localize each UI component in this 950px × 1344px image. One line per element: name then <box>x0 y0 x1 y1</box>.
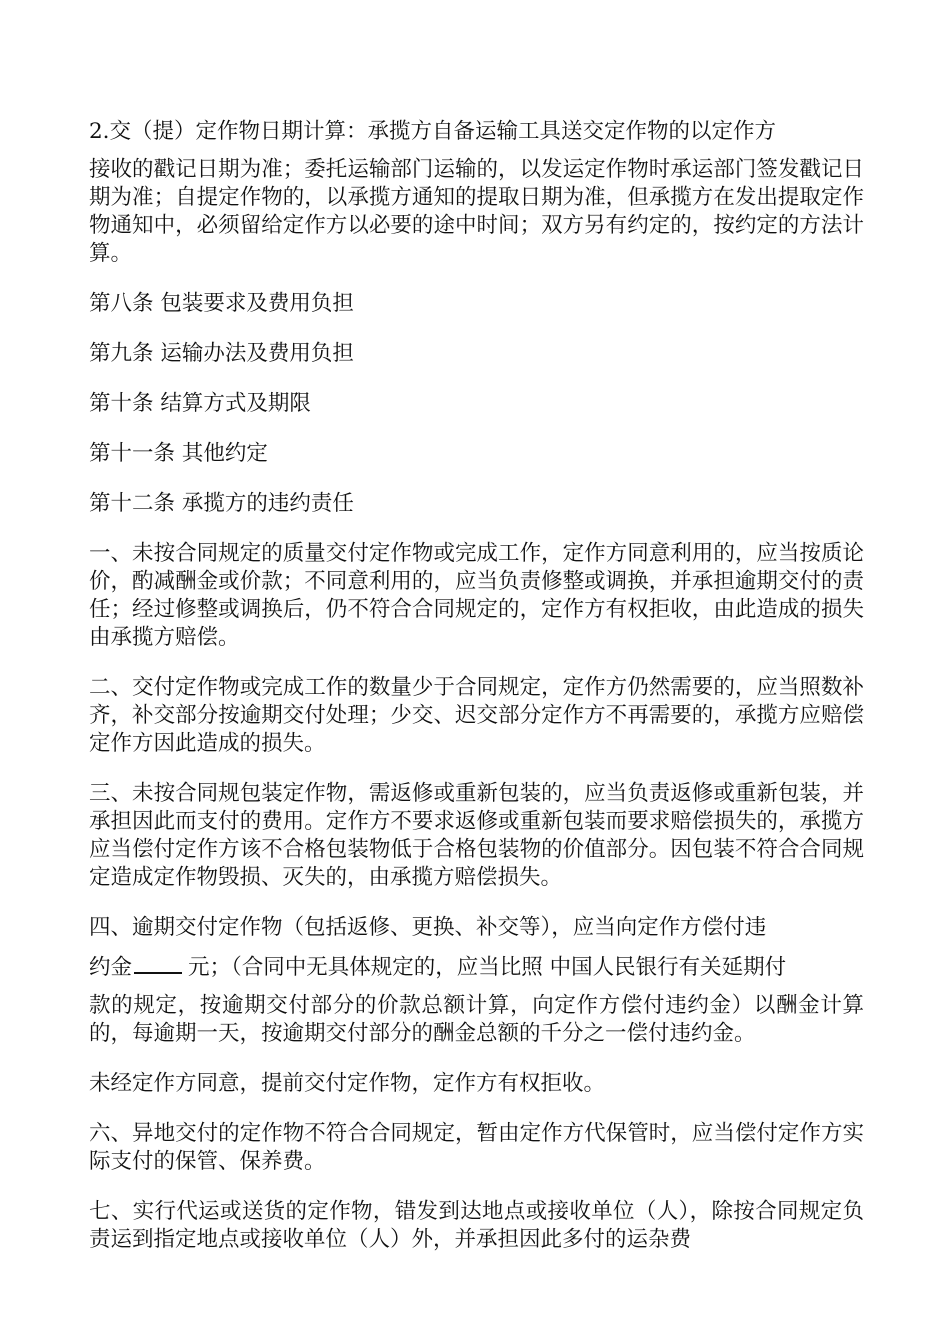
paragraph-delivery-date <box>89 118 864 268</box>
early-delivery-clause: 未经定作方同意，提前交付定作物，定作方有权拒收。 <box>89 1071 606 1096</box>
liability-item-4-line1: 四、逾期交付定作物（包括返修、更换、补交等），应当向定作方偿付违 <box>89 915 767 940</box>
paragraph-delivery-date-body: 接收的戳记日期为准；委托运输部门运输的，以发运定作物时承运部门签发戳记日期为准；自提定作物的，以承揽方通知的提取日期为准，但承揽方在发出提取定作物通知中，必须留给定作方以必要的途中时间；双方另有约定的，按约定的方法计算。 <box>89 157 864 266</box>
article-12-heading: 第十二条 承揽方的违约责任 <box>89 491 354 516</box>
liability-item-4 <box>89 914 864 1048</box>
liability-item-3: 三、未按合同规包装定作物，需返修或重新包装的，应当负责返修或重新包装，并承担因此而支付的费用。定作方不要求返修或重新包装而要求赔偿损失的，承揽方应当偿付定作方该不合格包装物低于合格包装物的价值部分。因包装不符合合同规定造成定作物毁损、灭失的，由承揽方赔偿损失。 <box>89 781 864 890</box>
liability-item-7: 七、实行代运或送货的定作物，错发到达地点或接收单位（人），除按合同规定负责运到指定地点或接收单位（人）外，并承担因此多付的运杂费 <box>89 1199 864 1252</box>
liability-item-4-line2-end: 元；（合同中无具体规定的，应当比照 中国人民银行有关延期付 <box>188 955 787 980</box>
article-8-heading: 第八条 包装要求及费用负担 <box>89 291 354 316</box>
liability-item-4-line2-start: 约金 <box>89 955 133 980</box>
document-page <box>89 118 864 1254</box>
liability-item-2: 二、交付定作物或完成工作的数量少于合同规定，定作方仍然需要的，应当照数补齐，补交部分按逾期交付处理；少交、迟交部分定作方不再需要的，承揽方应赔偿定作方因此造成的损失。 <box>89 675 864 756</box>
article-9-heading: 第九条 运输办法及费用负担 <box>89 341 354 366</box>
fill-in-blank-amount[interactable] <box>134 952 182 974</box>
paragraph-delivery-date-line1: 2.交（提）定作物日期计算：承揽方自备运输工具送交定作物的以定作方 <box>89 119 777 144</box>
liability-item-4-line2 <box>89 952 864 982</box>
article-10-heading: 第十条 结算方式及期限 <box>89 391 311 416</box>
liability-item-4-body: 款的规定，按逾期交付部分的价款总额计算，向定作方偿付违约金）以酬金计算的，每逾期一天，按逾期交付部分的酬金总额的千分之一偿付违约金。 <box>89 993 864 1046</box>
article-11-heading: 第十一条 其他约定 <box>89 441 268 466</box>
liability-item-6: 六、异地交付的定作物不符合合同规定，暂由定作方代保管时，应当偿付定作方实际支付的保管、保养费。 <box>89 1121 864 1174</box>
liability-item-1: 一、未按合同规定的质量交付定作物或完成工作，定作方同意利用的，应当按质论价，酌减酬金或价款；不同意利用的，应当负责修整或调换，并承担逾期交付的责任；经过修整或调换后，仍不符合合同规定的，定作方有权拒收，由此造成的损失由承揽方赔偿。 <box>89 541 864 650</box>
